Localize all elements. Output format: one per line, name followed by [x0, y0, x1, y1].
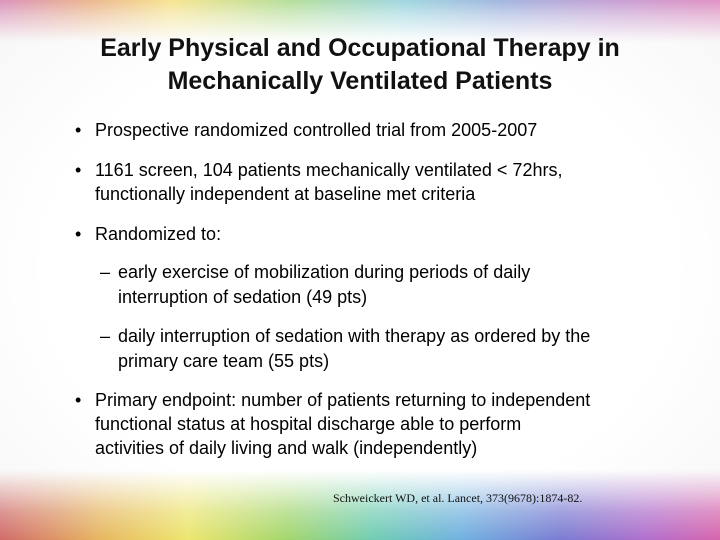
slide-title [30, 32, 690, 98]
sub-bullet-text: primary care team (55 pts) [118, 351, 330, 371]
bullet-text: 1161 screen, 104 patients mechanically ventilated < 72hrs, [95, 160, 563, 180]
bullet-list [75, 118, 705, 476]
sub-bullet-text: interruption of sedation (49 pts) [118, 287, 368, 307]
sub-bullet-early-exercise [75, 260, 705, 310]
bullet-randomized [75, 222, 705, 246]
title-line-2: Mechanically Ventilated Patients [167, 67, 553, 95]
sub-bullet-text: daily interruption of sedation with therapy as ordered by the [118, 326, 591, 346]
citation: Schweickert WD, et al. Lancet, 373(9678):1874-82. [333, 491, 583, 505]
bullet-marker: • [75, 120, 82, 140]
bullet-text: functionally independent at baseline met criteria [95, 184, 476, 204]
sub-bullet-marker: – [100, 326, 111, 346]
bullet-text: Prospective randomized controlled trial from 2005-2007 [95, 120, 538, 140]
bullet-text: Randomized to: [95, 224, 222, 244]
sub-bullet-marker: – [100, 262, 111, 282]
bullet-study-design [75, 118, 705, 142]
sub-bullet-sedation-therapy [75, 324, 705, 374]
bullet-primary-endpoint [75, 388, 705, 460]
bullet-screening [75, 158, 705, 206]
bullet-marker: • [75, 160, 82, 180]
bullet-marker: • [75, 224, 82, 244]
bullet-marker: • [75, 390, 82, 410]
title-line-1: Early Physical and Occupational Therapy in [100, 34, 620, 62]
bullet-text: activities of daily living and walk (independently) [95, 438, 478, 458]
bullet-text: functional status at hospital discharge able to perform [95, 414, 522, 434]
bullet-text: Primary endpoint: number of patients returning to independent [95, 390, 591, 410]
sub-bullet-text: early exercise of mobilization during periods of daily [118, 262, 531, 282]
